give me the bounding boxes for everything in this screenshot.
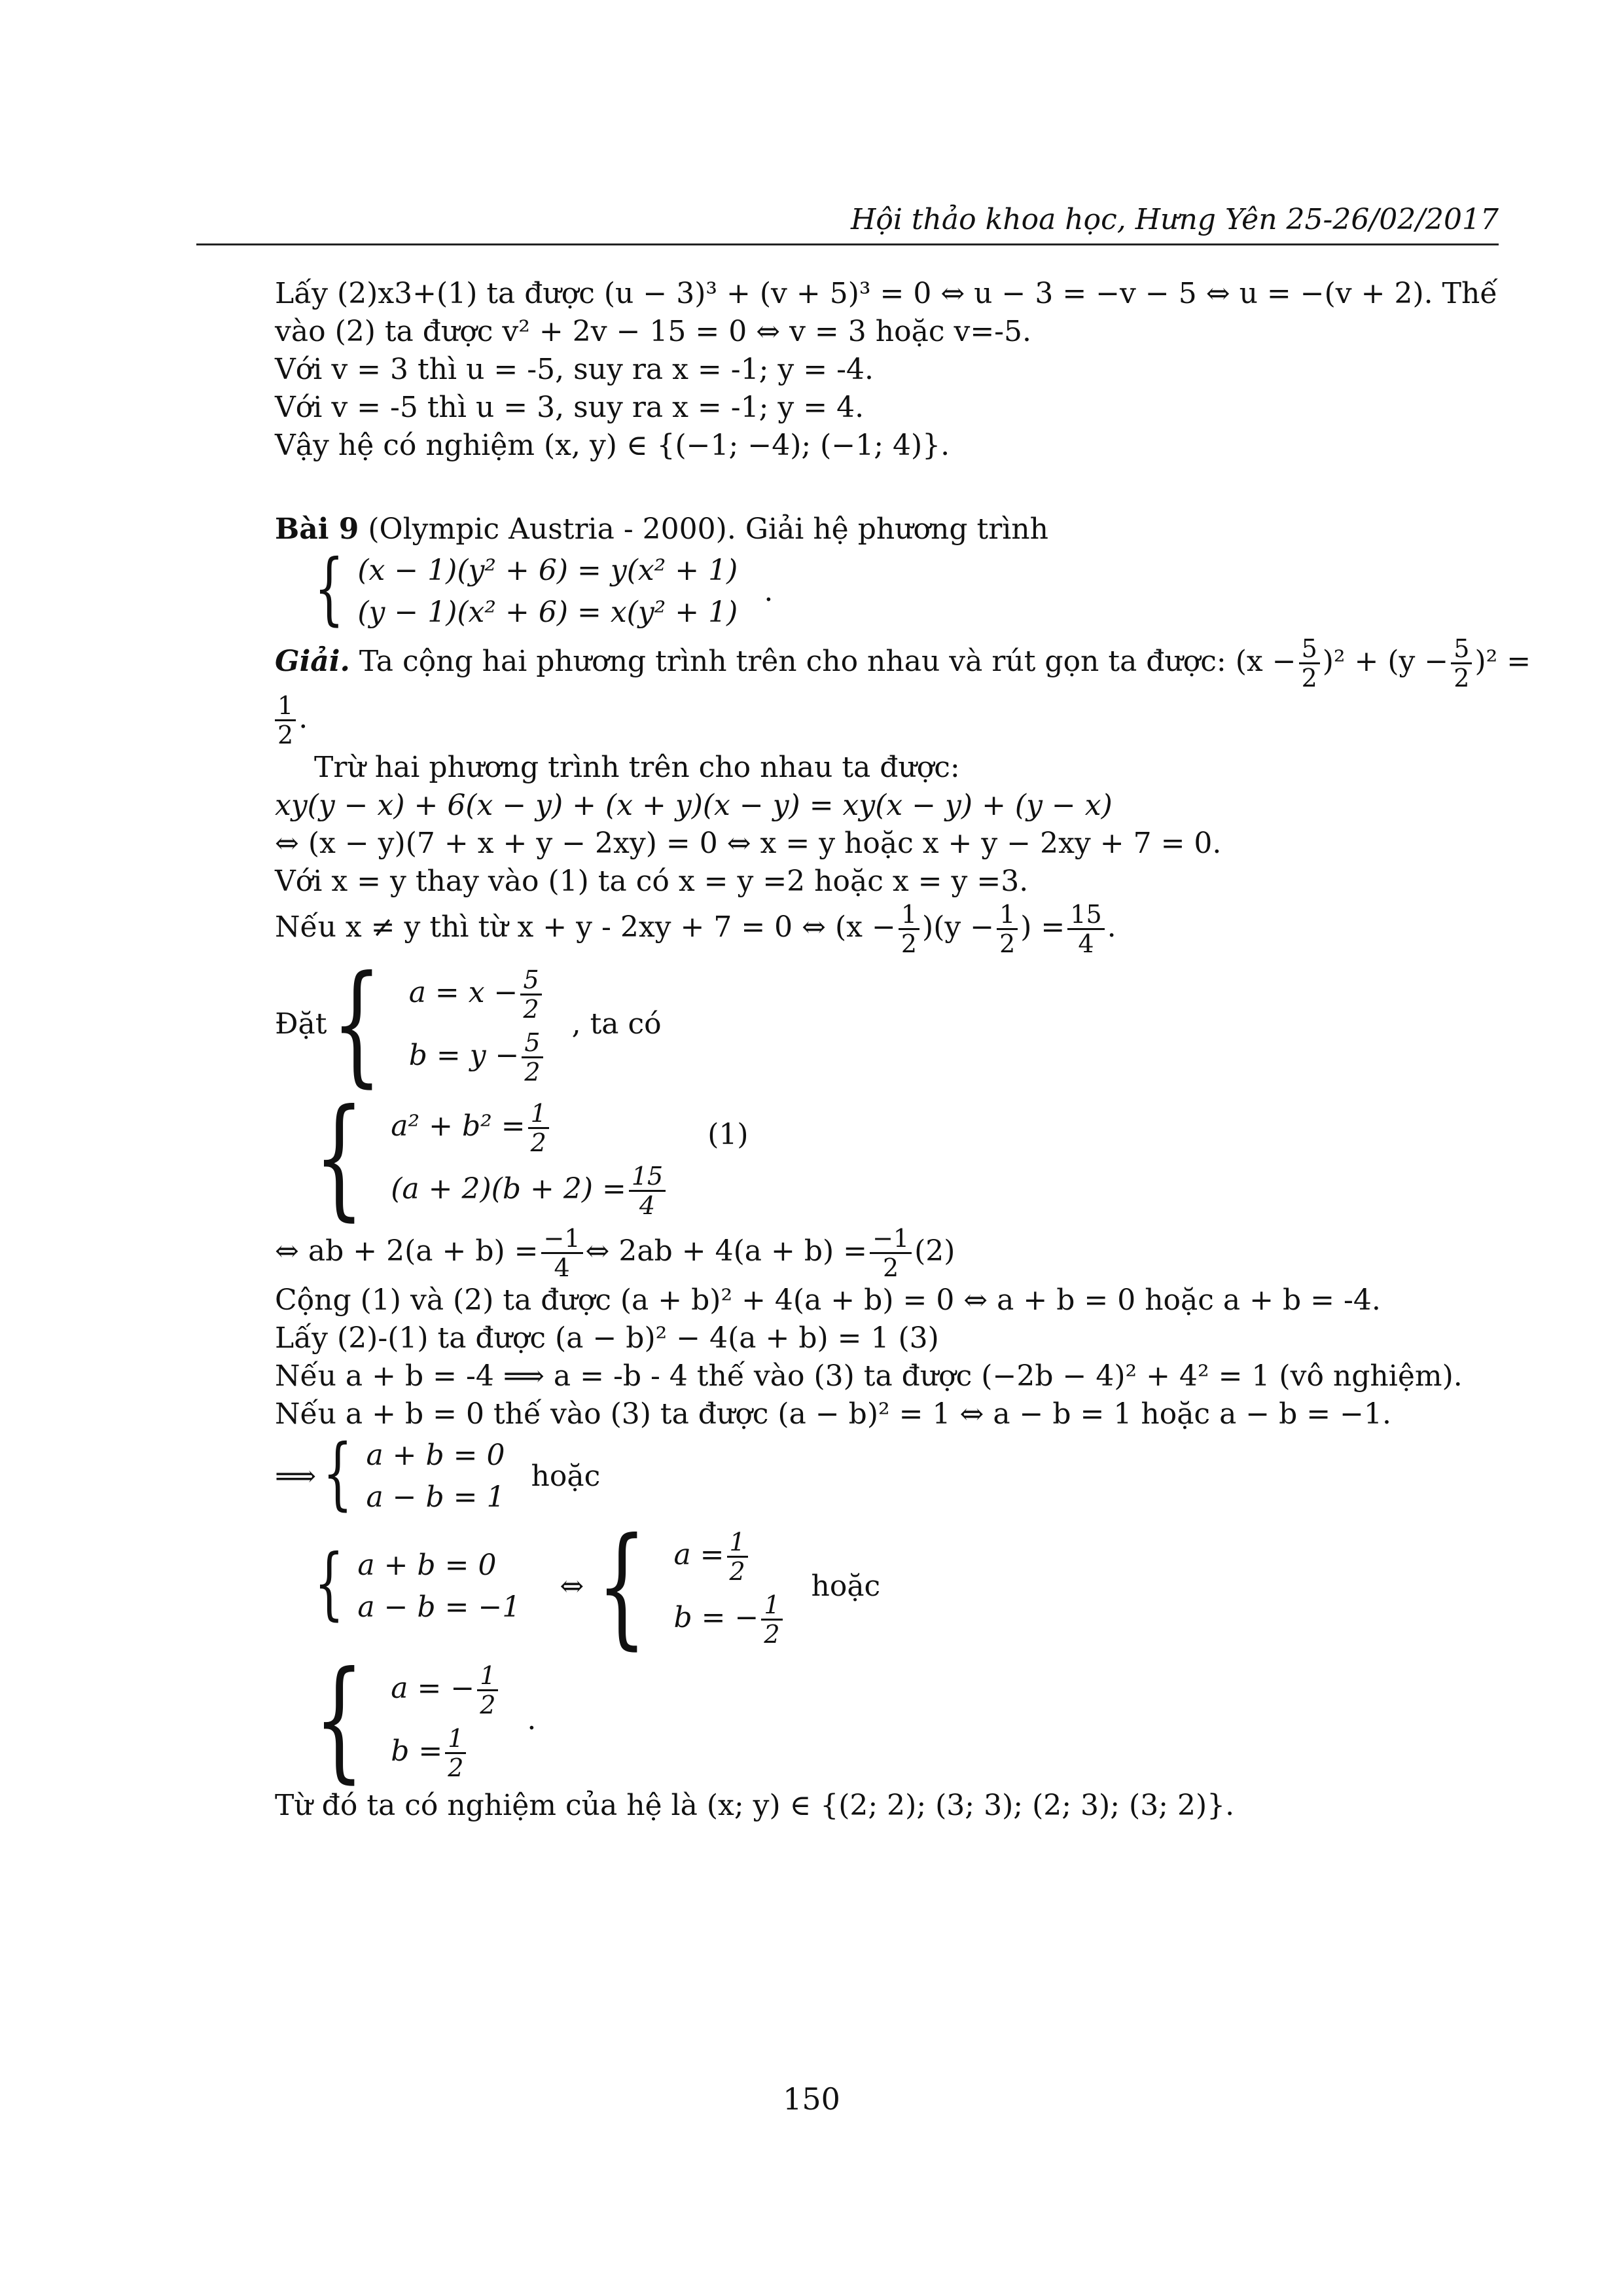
solution-label: Giải. <box>275 645 350 678</box>
denominator: 2 <box>448 1753 464 1782</box>
page-number: 150 <box>783 2081 840 2117</box>
numerator: 5 <box>522 1029 543 1058</box>
problem-source: (Olympic Austria - 2000). <box>368 512 736 546</box>
conclusion-line: Từ đó ta có nghiệm của hệ là (x; y) ∈ {(2; 2); (3; 3); (2; 3); (3; 2)}. <box>275 1789 1235 1822</box>
fraction <box>1067 901 1104 958</box>
system-a-block <box>275 1428 1440 1520</box>
fraction <box>629 1162 666 1219</box>
denominator: 2 <box>764 1620 780 1649</box>
text-span: b = − <box>673 1601 759 1634</box>
numerator: 1 <box>477 1662 498 1691</box>
numerator: 15 <box>1067 901 1104 930</box>
solution-line <box>275 634 1531 692</box>
text-span: a = − <box>391 1672 475 1705</box>
left-brace: { <box>323 1428 353 1519</box>
denominator: 4 <box>639 1191 656 1220</box>
text-line: Với v = -5 thì u = 3, suy ra x = -1; y = 4. <box>275 391 865 424</box>
denominator: 4 <box>554 1253 570 1282</box>
problem-label: Bài 9 <box>275 512 359 546</box>
left-brace: { <box>314 1643 365 1796</box>
denominator: 4 <box>1078 929 1094 958</box>
page-content <box>275 275 1531 1825</box>
system-equation <box>409 1024 546 1087</box>
text-span: a² + b² = <box>391 1109 526 1143</box>
problem-task: Giải hệ phương trình <box>745 512 1048 546</box>
numerator: 1 <box>899 901 919 930</box>
text-line: Lấy (2)-(1) ta được (a − b)² − 4(a + b) = 1 (3) <box>275 1321 939 1355</box>
system-equation <box>391 1095 668 1158</box>
denominator: 2 <box>999 929 1016 958</box>
text-span: , ta có <box>571 1007 662 1041</box>
denominator: 2 <box>524 1058 541 1086</box>
fraction <box>870 1225 912 1282</box>
numerator: 1 <box>275 692 296 721</box>
text-span: a = x − <box>408 976 518 1009</box>
system-equation <box>409 961 546 1024</box>
system-equation <box>391 1720 501 1783</box>
numerator: −1 <box>870 1225 912 1254</box>
fraction <box>275 692 296 749</box>
math-line: xy(y − x) + 6(x − y) + (x + y)(x − y) = xy(x − y) + (y − x) <box>275 789 1113 822</box>
fraction <box>761 1591 782 1648</box>
text-line: Vậy hệ có nghiệm (x, y) ∈ {(−1; −4); (−1; 4)}. <box>275 429 950 462</box>
system-equation <box>391 1158 668 1221</box>
fraction <box>1299 635 1320 692</box>
implies-symbol: ⟹ <box>275 1460 317 1493</box>
text-span: ) = <box>1020 910 1065 944</box>
left-brace: { <box>314 543 344 634</box>
system-equation: (x − 1)(y² + 6) = y(x² + 1) <box>357 554 738 587</box>
text-span: )(y − <box>922 910 995 944</box>
system-equation: a + b = 0 <box>366 1439 505 1472</box>
fraction <box>727 1528 748 1585</box>
text-span: )² = <box>1474 645 1531 678</box>
text-span: (a + 2)(b + 2) = <box>391 1172 626 1206</box>
fraction-line <box>275 692 1440 749</box>
denominator: 2 <box>729 1557 745 1586</box>
system-equation: a + b = 0 <box>357 1549 497 1582</box>
text-line: Lấy (2)x3+(1) ta được (u − 3)³ + (v + 5)³ = 0 ⇔ u − 3 = −v − 5 ⇔ u = −(v + 2). Thế <box>275 277 1498 310</box>
punctuation: . <box>527 1703 537 1736</box>
denominator: 2 <box>882 1253 899 1282</box>
fraction <box>528 1100 549 1157</box>
numerator: 5 <box>1451 635 1472 664</box>
left-brace: { <box>332 948 382 1100</box>
text-line: Cộng (1) và (2) ta được (a + b)² + 4(a + b) = 0 ⇔ a + b = 0 hoặc a + b = -4. <box>275 1283 1381 1317</box>
punctuation: . <box>1107 910 1116 944</box>
header-rule <box>196 243 1499 245</box>
running-header: Hội thảo khoa học, Hưng Yên 25-26/02/2017 <box>850 203 1499 236</box>
text-span: ⇔ 2ab + 4(a + b) = <box>585 1234 868 1268</box>
fraction <box>445 1725 466 1782</box>
numerator: 1 <box>445 1725 466 1754</box>
numerator: 1 <box>761 1591 782 1621</box>
iff-symbol: ⇔ <box>560 1570 584 1603</box>
denominator: 2 <box>901 929 918 958</box>
text-line: Với v = 3 thì u = -5, suy ra x = -1; y = -4. <box>275 353 874 386</box>
text-line: vào (2) ta được v² + 2v − 15 = 0 ⇔ v = 3 hoặc v=-5. <box>275 315 1032 348</box>
punctuation: . <box>298 702 308 735</box>
problem-heading <box>275 511 1440 548</box>
text-span: hoặc <box>531 1460 601 1493</box>
numerator: 5 <box>520 966 541 996</box>
denominator: 2 <box>1301 664 1317 692</box>
fraction <box>477 1662 498 1719</box>
math-line <box>275 1225 1440 1282</box>
text-span: hoặc <box>811 1570 881 1603</box>
equation-tag: (2) <box>914 1234 955 1268</box>
fraction <box>541 1225 583 1282</box>
text-line: Với x = y thay vào (1) ta có x = y =2 hoặc x = y =3. <box>275 865 1029 898</box>
punctuation: . <box>764 575 774 608</box>
numerator: 1 <box>727 1528 748 1558</box>
numerator: 15 <box>629 1162 666 1192</box>
fraction <box>899 901 919 958</box>
substitution-block <box>275 948 1440 1100</box>
equation-tag: (1) <box>707 1118 749 1151</box>
system-equation <box>673 1524 785 1587</box>
denominator: 2 <box>530 1128 546 1157</box>
system-1 <box>275 1081 1440 1234</box>
text-line: Nếu a + b = 0 thế vào (3) ta được (a − b)² = 1 ⇔ a − b = 1 hoặc a − b = −1. <box>275 1397 1391 1431</box>
spacer <box>275 465 1440 511</box>
math-line: ⇔ (x − y)(7 + x + y − 2xy) = 0 ⇔ x = y hoặc x + y − 2xy + 7 = 0. <box>275 827 1222 860</box>
denominator: 2 <box>277 721 294 749</box>
left-brace: { <box>597 1510 647 1662</box>
numerator: 1 <box>528 1100 549 1129</box>
text-span: Ta cộng hai phương trình trên cho nhau và rút gọn ta được: (x − <box>359 645 1296 678</box>
system-d-block <box>275 1643 1440 1796</box>
fraction <box>520 966 541 1023</box>
denominator: 2 <box>523 995 539 1024</box>
fraction <box>1451 635 1472 692</box>
numerator: 5 <box>1299 635 1320 664</box>
system-equation: a − b = −1 <box>357 1590 521 1624</box>
text-span: ⇔ ab + 2(a + b) = <box>275 1234 539 1268</box>
left-brace: { <box>314 1081 365 1234</box>
numerator: −1 <box>541 1225 583 1254</box>
text-line: Nếu a + b = -4 ⟹ a = -b - 4 thế vào (3) ta được (−2b − 4)² + 4² = 1 (vô nghiệm). <box>275 1359 1463 1393</box>
system-equation <box>391 1657 501 1720</box>
text-span: Nếu x ≠ y thì từ x + y - 2xy + 7 = 0 ⇔ (x − <box>275 910 896 944</box>
fraction <box>522 1029 543 1086</box>
text-span: b = y − <box>408 1039 520 1072</box>
text-span: )² + (y − <box>1322 645 1449 678</box>
text-span: Đặt <box>275 1007 327 1041</box>
text-span: a = <box>673 1538 724 1571</box>
system-equation <box>673 1587 785 1649</box>
numerator: 1 <box>997 901 1018 930</box>
system-equation: a − b = 1 <box>366 1480 505 1514</box>
fraction <box>997 901 1018 958</box>
text-span: b = <box>391 1734 443 1768</box>
problem-system <box>275 543 1440 635</box>
left-brace: { <box>314 1538 344 1629</box>
system-equation: (y − 1)(x² + 6) = x(y² + 1) <box>357 596 738 629</box>
system-b-block <box>275 1510 1440 1662</box>
denominator: 2 <box>480 1691 496 1719</box>
math-line <box>275 901 1440 958</box>
text-line: Trừ hai phương trình trên cho nhau ta được: <box>314 751 960 784</box>
denominator: 2 <box>1454 664 1470 692</box>
